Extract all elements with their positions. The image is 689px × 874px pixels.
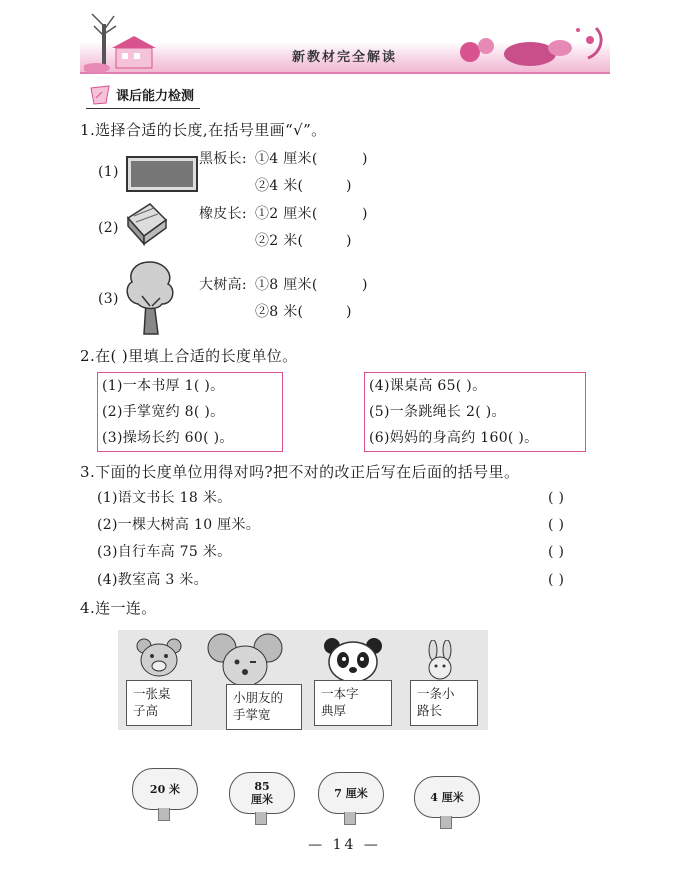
blackboard-image: [126, 156, 198, 192]
q3-title: 3.下面的长度单位用得对吗?把不对的改正后写在后面的括号里。: [80, 463, 520, 481]
panda-icon: [322, 636, 384, 684]
q1-item2-opt2-close: ): [346, 233, 352, 249]
match-card-dictionary: 一本字 典厚: [314, 680, 392, 726]
q1-title: 1.选择合适的长度,在括号里画“√”。: [80, 121, 327, 139]
cloud-7cm: 7 厘米: [318, 772, 384, 814]
cloud-85cm: 85 厘米: [229, 772, 295, 814]
q1-item1-opt2: ②4 米(: [255, 178, 304, 194]
q1-item2-label: 橡皮长:: [199, 206, 247, 222]
cloud-stem: [158, 808, 170, 821]
q1-item1-opt2-close: ): [346, 178, 352, 194]
q1-item3-label: 大树高:: [199, 277, 247, 293]
match-card-palm: 小朋友的 手掌宽: [226, 684, 302, 730]
q4-title: 4.连一连。: [80, 599, 157, 617]
eraser-image: [122, 198, 170, 248]
q1-item1-opt1-close: ): [362, 151, 368, 167]
q2-item5: (5)一条跳绳长 2( )。: [369, 404, 506, 420]
q2-item1: (1)一本书厚 1( )。: [102, 378, 225, 394]
q2-item4: (4)课桌高 65( )。: [369, 378, 487, 394]
q1-item3-opt2-close: ): [346, 304, 352, 320]
q3-item2: (2)一棵大树高 10 厘米。: [97, 517, 261, 533]
q2-item6: (6)妈妈的身高约 160( )。: [369, 430, 539, 446]
q2-item2: (2)手掌宽约 8( )。: [102, 404, 225, 420]
q1-item2-opt1: ①2 厘米(: [255, 206, 318, 222]
match-card-desk: 一张桌 子高: [126, 680, 192, 726]
tree-image: [122, 258, 178, 336]
cloud-4cm: 4 厘米: [414, 776, 480, 818]
q3-item3: (3)自行车高 75 米。: [97, 544, 232, 560]
q1-item2-num: (2): [98, 220, 119, 236]
q1-item2-opt1-close: ): [362, 206, 368, 222]
cloud-stem: [440, 816, 452, 829]
q3-item4: (4)教室高 3 米。: [97, 572, 208, 588]
q1-item1-num: (1): [98, 164, 119, 180]
q1-item1-opt1: ①4 厘米(: [255, 151, 318, 167]
q1-item2-opt2: ②2 米(: [255, 233, 304, 249]
q1-item1-label: 黑板长:: [199, 151, 247, 167]
cloud-20m: 20 米: [132, 768, 198, 810]
q3-item2-bracket: ( ): [548, 517, 565, 533]
mouse-icon: [206, 632, 284, 692]
q1-item3-num: (3): [98, 291, 119, 307]
q3-item4-bracket: ( ): [548, 572, 565, 588]
q3-item3-bracket: ( ): [548, 544, 565, 560]
q2-item3: (3)操场长约 60( )。: [102, 430, 234, 446]
rabbit-icon: [420, 640, 460, 680]
cloud-stem: [255, 812, 267, 825]
q3-item1: (1)语文书长 18 米。: [97, 490, 232, 506]
q1-item3-opt2: ②8 米(: [255, 304, 304, 320]
q1-item3-opt1-close: ): [362, 277, 368, 293]
bear-icon: [132, 636, 186, 682]
match-card-path: 一条小 路长: [410, 680, 478, 726]
q3-item1-bracket: ( ): [548, 490, 565, 506]
q1-item3-opt1: ①8 厘米(: [255, 277, 318, 293]
page-number: — 14 —: [308, 837, 381, 853]
q2-title: 2.在( )里填上合适的长度单位。: [80, 347, 298, 365]
cloud-stem: [344, 812, 356, 825]
header-title: 新教材完全解读: [291, 50, 397, 65]
section-tag: 课后能力检测: [86, 86, 200, 109]
